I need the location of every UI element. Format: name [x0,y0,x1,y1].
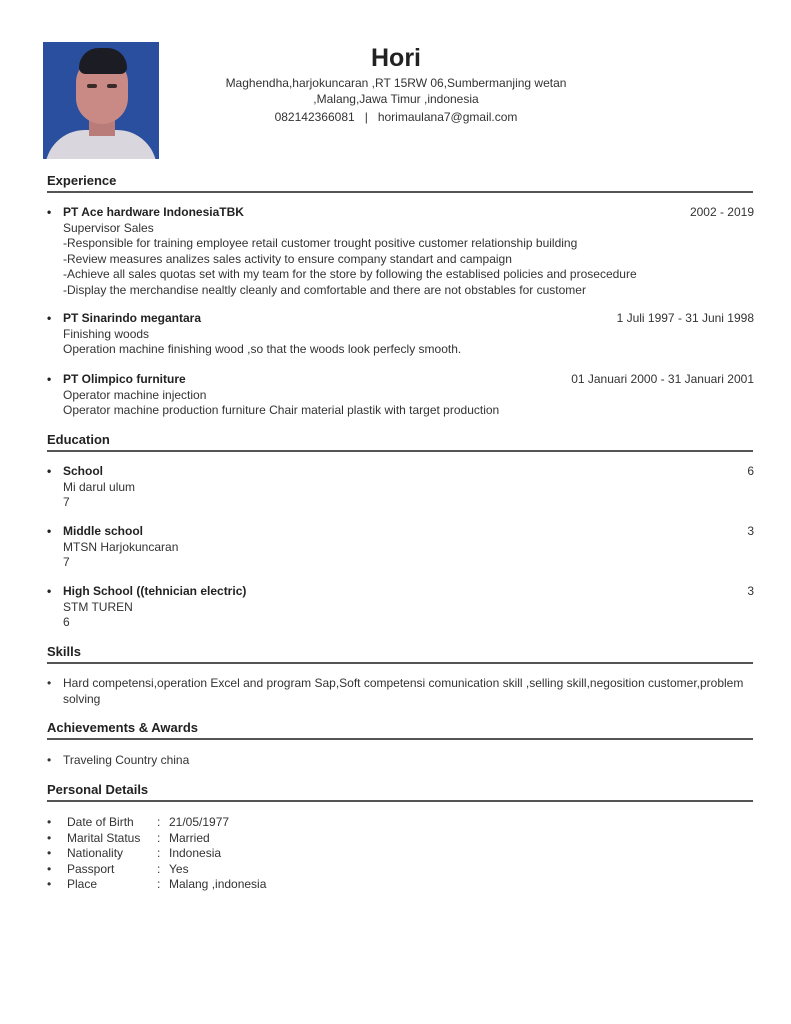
detail-colon: : [157,830,161,845]
entry-line: Mi darul ulum [63,479,136,494]
detail-value: Indonesia [169,846,222,860]
section-title-experience: Experience [47,173,753,193]
detail-colon: : [157,861,161,876]
list-item: • Traveling Country china [47,753,190,767]
entry-line: Finishing woods [63,326,150,341]
education-entry [47,524,754,571]
entry-line: Operator machine injection [63,387,207,402]
photo-eye-right [107,84,117,88]
list-item [47,846,266,862]
entry-dates: 3 [747,584,754,598]
achievements-list [47,753,754,769]
candidate-name: Hori [371,44,421,72]
list-item [47,831,266,847]
bullet: • [47,205,52,219]
entry-org: • Middle school [47,524,144,538]
bullet: • [47,524,52,538]
list-item [47,815,266,831]
detail-key: Nationality [67,846,124,860]
entry-org: • PT Sinarindo megantara [47,311,202,325]
entry-line: -Display the merchandise nealtly cleanly and comfortable and there are not obstables for customer [63,282,586,297]
profile-photo [43,42,159,159]
photo-hair [79,48,127,74]
address [200,75,592,107]
entry-line: -Achieve all sales quotas set with my team for the store by following the establised policies and prosecedure [63,267,637,281]
entry-line: Operation machine finishing wood ,so that the woods look perfecly smooth. [63,342,462,356]
bullet: • [47,815,52,829]
entry-line: Operator machine production furniture Chair material plastik with target production [63,403,500,417]
experience-entry [47,311,754,358]
entry-org: • School [47,464,104,478]
entry-dates: 01 Januari 2000 - 31 Januari 2001 [571,372,754,386]
detail-value: Married [169,830,210,845]
entry-dates: 3 [747,524,754,538]
entry-line: MTSN Harjokuncaran [63,539,179,554]
entry-line: STM TUREN [63,599,133,614]
experience-entry [47,372,754,419]
education-entry [47,584,754,631]
detail-key: Date of Birth [67,815,134,829]
entry-line: Supervisor Sales [63,220,154,235]
education-entry [47,464,754,511]
entry-line: -Review measures analizes sales activity to ensure company standart and campaign [63,251,512,266]
entry-line: -Responsible for training employee retail customer trought positive customer relationship building [63,236,578,250]
bullet: • [47,311,52,325]
bullet: • [47,372,52,386]
entry-org: • High School ((tehnician electric) [47,584,247,598]
bullet: • [47,846,52,860]
section-title-skills: Skills [47,644,753,664]
bullet: • [47,830,52,845]
list-item [47,862,266,878]
section-title-personal-details: Personal Details [47,782,753,802]
bullet: • [47,861,52,876]
entry-line: 7 [63,495,70,509]
email-address: horimaulana7@gmail.com [377,110,518,124]
entry-dates: 1 Juli 1997 - 31 Juni 1998 [616,311,754,325]
list-item [47,877,266,893]
bullet: • [47,753,52,767]
personal-details-list [47,815,266,893]
address-line-2: ,Malang,Jawa Timur ,indonesia [313,92,479,106]
bullet: • [47,877,52,891]
entry-dates: 6 [747,464,754,478]
detail-colon: : [157,846,161,860]
detail-colon: : [157,877,161,891]
detail-key: Passport [67,861,115,876]
entry-line: 7 [63,555,70,569]
entry-org: • PT Ace hardware IndonesiaTBK [47,205,244,219]
detail-value: 21/05/1977 [169,815,230,829]
experience-entry [47,205,754,298]
photo-eye-left [87,84,97,88]
contact-separator: | [364,110,368,124]
address-line-1: Maghendha,harjokuncaran ,RT 15RW 06,Sumbermanjing wetan [225,76,567,90]
detail-value: Malang ,indonesia [169,877,267,891]
detail-key: Place [67,877,98,891]
bullet: • [47,464,52,478]
bullet: • [47,584,52,598]
entry-org: • PT Olimpico furniture [47,372,186,386]
list-item: • Hard competensi,operation Excel and program Sap,Soft competensi comunication skill ,selling skill,negosition customer,problem solving [47,676,744,706]
section-title-education: Education [47,432,753,452]
skills-list [47,676,754,707]
section-title-achievements: Achievements & Awards [47,720,753,740]
entry-line: 6 [63,615,70,629]
detail-colon: : [157,815,161,829]
bullet: • [47,676,52,690]
contact-line [200,110,592,124]
entry-dates: 2002 - 2019 [689,205,754,219]
phone-number: 082142366081 [274,110,355,124]
detail-key: Marital Status [67,830,141,845]
detail-value: Yes [169,861,189,876]
